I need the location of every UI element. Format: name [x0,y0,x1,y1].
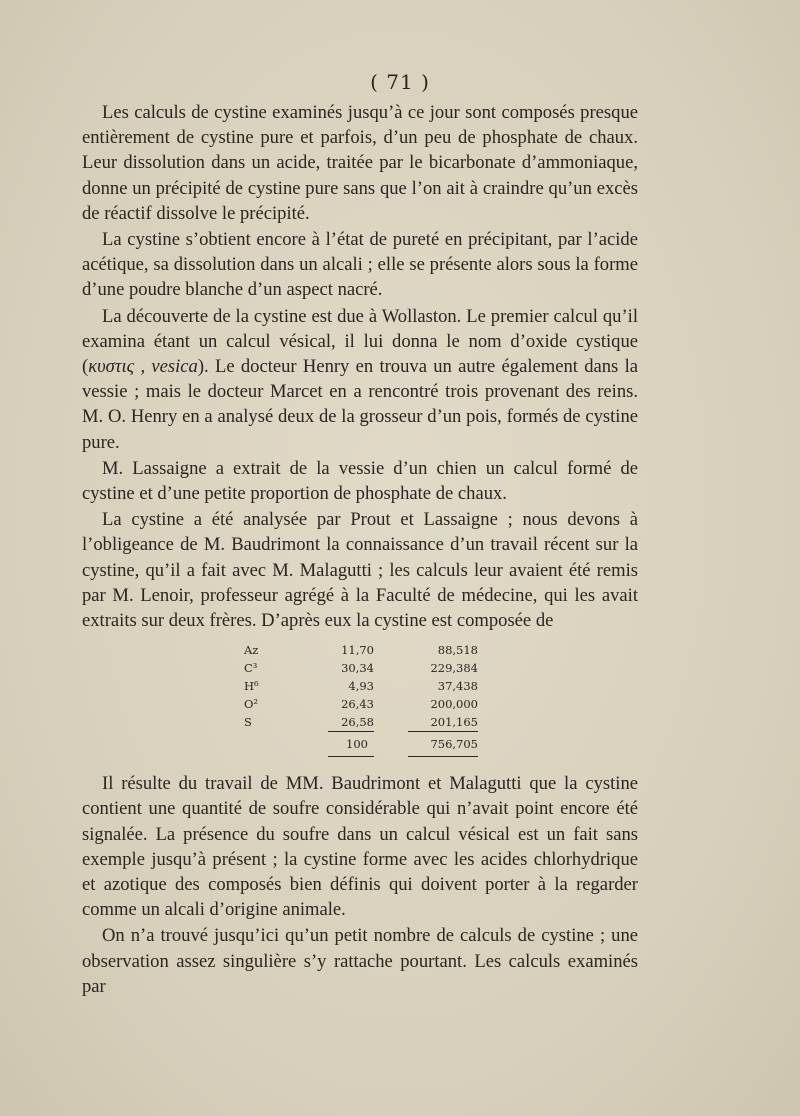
table-rule-bottom [244,756,478,757]
total-absolute: 756,705 [430,737,478,752]
percent-value: 26,43 [341,697,374,712]
table-row [244,677,478,695]
absolute-value: 88,518 [437,643,478,658]
wollaston-text-2: ). Le docteur Henry en trouva un autre également dans la vessie ; mais le docteur Marcet en a rencontré trois provenant des reins. M. O. Henry en a analysé deux de la grosseur d’un pois, formés de cystine pure. [82,356,638,453]
absolute-value: 37,438 [437,679,478,694]
table-totals [244,735,478,753]
element-symbol: S [244,715,252,730]
element-symbol: H⁶ [244,679,259,694]
percent-value: 4,93 [348,679,374,694]
greek-etymology: κυστις , vesica [88,356,198,378]
table-row [244,659,478,677]
element-symbol: Az [244,643,259,658]
paragraph-precipitation: La cystine s’obtient encore à l’état de pureté en précipitant, par l’acide acétique, sa dissolution dans un alcali ; elle se présente alors sous la forme d’une poudre blanche d’un aspect nacré. [82,229,638,301]
element-symbol: O² [244,697,259,712]
table-row [244,695,478,713]
paragraph-calculs: Les calculs de cystine examinés jusqu’à ce jour sont composés presque entièrement de cystine pure et parfois, d’un peu de phosphate de chaux. Leur dissolution dans un acide, traitée par le bicarbonate d’ammoniaque, donne un précipité de cystine pure sans que l’on ait à craindre qu’un excès de réactif dissolve le précipité. [82,102,638,224]
paragraph-soufre: Il résulte du travail de MM. Baudrimont et Malagutti que la cystine contient une quantité de soufre considérable qui n’avait point encore été signalée. La présence du soufre dans un calcul vésical est un fait sans exemple jusqu’à présent ; la cystine forme avec les acides chlorhydrique et azotique des composés bien définis qui doivent porter à la regarder comme un alcali d’origine animale. [82,773,638,921]
table-row [244,713,478,731]
body-text [82,100,638,999]
composition-table [244,641,478,757]
absolute-value: 229,384 [430,661,478,676]
percent-value: 26,58 [341,715,374,730]
paragraph-lassaigne: M. Lassaigne a extrait de la vessie d’un chien un calcul formé de cystine et d’une petite proportion de phosphate de chaux. [82,457,638,505]
absolute-value: 201,165 [430,715,478,730]
paragraph-observation: On n’a trouvé jusqu’ici qu’un petit nombre de calculs de cystine ; une observation assez singulière s’y rattache pourtant. Les calculs examinés par [82,925,638,997]
total-percent: 100 [346,737,368,752]
percent-value: 30,34 [341,661,374,676]
table-rule-top [244,731,478,732]
wollaston-text-1: La découverte de la cystine est due à Wollaston. Le premier calcul qu’il examina étant un calcul vésical, il lui donna le nom d’oxide cystique ( [82,305,638,378]
element-symbol: C³ [244,661,258,676]
paragraph-analysis: La cystine a été analysée par Prout et Lassaigne ; nous devons à l’obligeance de M. Baudrimont la connaissance d’un travail récent sur la cystine, qu’il a fait avec M. Malagutti ; les calculs leur avaient été remis par M. Lenoir, professeur agrégé à la Faculté de médecine, qui les avait extraits sur deux frères. D’après eux la cystine est composée de [82,509,638,632]
page-number: ( 71 ) [370,70,430,94]
paragraph-wollaston [82,304,638,455]
absolute-value: 200,000 [430,697,478,712]
table-row [244,641,478,659]
percent-value: 11,70 [341,643,374,658]
